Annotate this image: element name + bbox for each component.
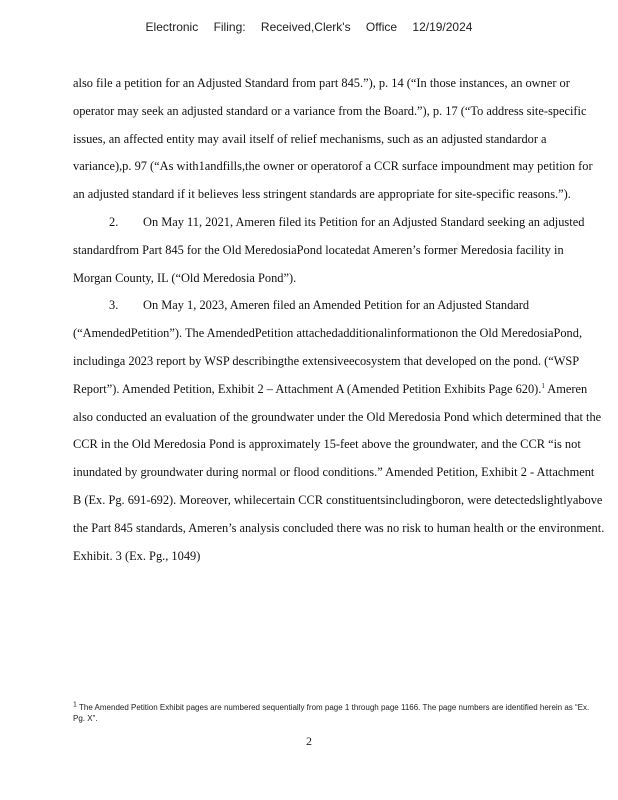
page-number: 2 [306, 734, 312, 748]
header-office: Office [365, 20, 398, 34]
footnote-reference: 1 [541, 381, 545, 390]
paragraph-3-text-b: Ameren also conducted an evaluation of the groundwater under the Old Meredosia Pond which determined that the CCR in the Old Meredosia Pond is approximately 15-feet above the groundwater, and the CCR “is not inundated by groundwater during normal or flood conditions.” Amended Petition, Exhibit 2 - Attachment B (Ex. Pg. 691-692). Moreover, whilecertain CCR constituentsincludingboron, were detectedslightlyabove the Part 845 standards, Ameren’s analysis concluded there was no risk to human health or the environment. Exhibit. 3 (Ex. Pg., 1049) [73, 381, 605, 563]
paragraph-2 [73, 209, 605, 292]
body-text [73, 70, 605, 570]
header-electronic: Electronic [145, 20, 199, 34]
header-received: Received,Clerk's [260, 20, 351, 34]
paragraph-3-text-a: On May 1, 2023, Ameren filed an Amended Petition for an Adjusted Standard (“AmendedPetition”). The AmendedPetition attachedadditionalinformationon the Old MeredosiaPond, includinga 2023 report by WSP describingthe extensiveecosystem that developed on the pond. (“WSP Report”). Amended Petition, Exhibit 2 – Attachment A (Amended Petition Exhibits Page 620). [73, 298, 583, 396]
paragraph-3-number: 3. [109, 298, 119, 313]
paragraph-2-text: On May 11, 2021, Ameren filed its Petition for an Adjusted Standard seeking an adjusted standardfrom Part 845 for the Old MeredosiaPond locatedat Ameren’s former Meredosia facility in Morgan County, IL (“Old Meredosia Pond”). [73, 214, 585, 285]
footnote [73, 702, 593, 724]
paragraph-3 [73, 292, 605, 570]
continuation-paragraph: also file a petition for an Adjusted Standard from part 845.”), p. 14 (“In those instances, an owner or operator may seek an adjusted standard or a variance from the Board.”), p. 17 (“To address site-specific issues, an affected entity may avail itself of relief mechanisms, such as an adjusted standardor a variance),p. 97 (“As with1andfills,the owner or operatorof a CCR surface impoundment may petition for an adjusted standard if it believes less stringent standards are appropriate for site-specific reasons.”). [73, 76, 593, 202]
footnote-mark: 1 [73, 701, 77, 709]
filing-header [0, 20, 618, 34]
header-filing: Filing: [213, 20, 246, 34]
paragraph-2-number: 2. [109, 214, 119, 229]
header-date: 12/19/2024 [412, 20, 473, 34]
footnote-text: The Amended Petition Exhibit pages are numbered sequentially from page 1 through page 1166. The page numbers are identified herein as “Ex. Pg. X”. [73, 703, 590, 723]
